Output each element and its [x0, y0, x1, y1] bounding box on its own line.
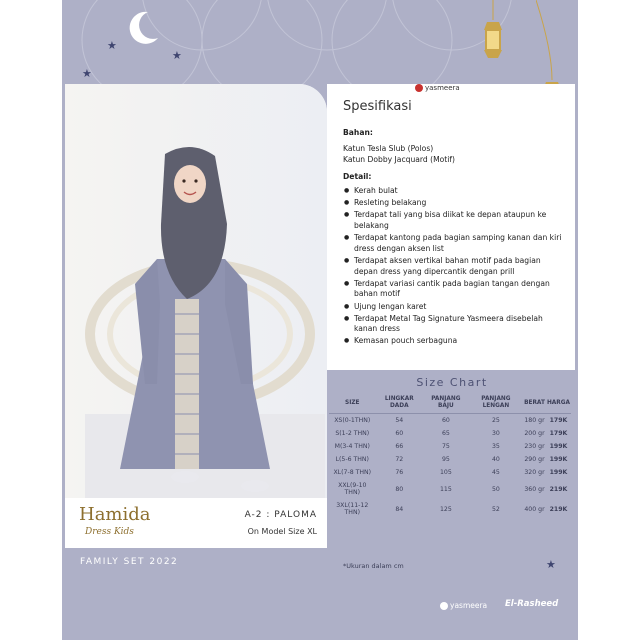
price-cell: 199K — [549, 469, 568, 476]
material-label: Bahan: — [343, 128, 373, 137]
table-cell: 360 gr — [524, 485, 545, 493]
detail-item: ● Kerah bulat — [343, 186, 565, 197]
table-cell: 30 — [491, 430, 500, 437]
brand-name: yasmeera — [425, 84, 460, 92]
table-cell: 290 gr — [524, 456, 545, 463]
material-item: Katun Dobby Jacquard (Motif) — [343, 155, 456, 164]
size-chart-table — [329, 393, 571, 519]
detail-item: ● Terdapat kantong pada bagian samping kanan dan kiri dress dengan aksen list — [343, 233, 565, 254]
price-cell: 219K — [549, 505, 568, 513]
table-cell: 105 — [439, 469, 452, 476]
crescent-moon-icon — [124, 8, 164, 48]
table-cell: 72 — [395, 456, 404, 463]
table-cell: 52 — [491, 505, 500, 513]
price-cell: 179K — [549, 430, 568, 437]
spec-title: Spesifikasi — [343, 99, 412, 114]
table-cell: 35 — [491, 443, 500, 450]
table-cell: 180 gr — [524, 417, 545, 424]
table-row — [329, 479, 571, 499]
table-cell: 84 — [395, 505, 404, 513]
table-cell: 76 — [395, 469, 404, 476]
column-header: SIZE — [329, 393, 376, 414]
brand-logo-icon — [440, 602, 448, 610]
price-cell: 179K — [549, 417, 568, 424]
table-cell: XXL(9-10 THN) — [338, 482, 367, 496]
table-cell: 60 — [395, 430, 404, 437]
table-row — [329, 427, 571, 440]
table-cell: M(3-4 THN) — [334, 443, 370, 450]
table-cell: L(5-6 THN) — [335, 456, 369, 463]
lantern-icon — [478, 0, 508, 64]
model-illustration — [65, 84, 327, 498]
table-cell: 115 — [439, 485, 452, 493]
table-row — [329, 414, 571, 428]
table-cell: S(1-2 THN) — [335, 430, 370, 437]
footer-logo-yasmeera — [440, 601, 487, 610]
table-cell: 320 gr — [524, 469, 545, 476]
material-item: Katun Tesla Slub (Polos) — [343, 144, 434, 153]
table-row — [329, 440, 571, 453]
detail-item: ● Kemasan pouch serbaguna — [343, 336, 565, 347]
table-cell: 60 — [441, 417, 450, 424]
table-cell: 230 gr — [524, 443, 545, 450]
table-cell: 75 — [441, 443, 450, 450]
table-cell: 200 gr — [524, 430, 545, 437]
collection-label: FAMILY SET 2022 — [80, 557, 179, 567]
star-icon: ★ — [172, 49, 182, 62]
product-photo — [65, 84, 327, 498]
table-row — [329, 466, 571, 479]
detail-label: Detail: — [343, 172, 372, 181]
column-header: PANJANG BAJU — [423, 393, 469, 414]
price-cell: 199K — [549, 456, 568, 463]
table-cell: 25 — [491, 417, 500, 424]
footer-logo-elrasheed: El-Rasheed — [505, 599, 559, 609]
detail-item: ● Terdapat tali yang bisa diikat ke depan ataupun ke belakang — [343, 210, 565, 231]
table-cell: 95 — [441, 456, 450, 463]
table-cell: 65 — [441, 430, 450, 437]
detail-list — [343, 186, 565, 349]
size-note: *Ukuran dalam cm — [343, 562, 404, 570]
table-cell: 50 — [491, 485, 500, 493]
detail-item: ● Resleting belakang — [343, 198, 565, 209]
detail-item: ● Ujung lengan karet — [343, 302, 565, 313]
table-cell: 40 — [491, 456, 500, 463]
table-cell: 125 — [439, 505, 452, 513]
column-header: LINGKAR DADA — [376, 393, 424, 414]
table-row — [329, 453, 571, 466]
detail-item: ● Terdapat variasi cantik pada bagian tangan dengan bahan motif — [343, 279, 565, 300]
star-icon: ★ — [546, 558, 556, 571]
table-cell: XS(0-1THN) — [334, 417, 371, 424]
brand-logo-icon — [415, 84, 423, 92]
table-cell: 80 — [395, 485, 404, 493]
product-name: Hamida — [79, 504, 151, 525]
column-header: PANJANG LENGAN — [469, 393, 523, 414]
detail-item: ● Terdapat Metal Tag Signature Yasmeera disebelah kanan dress — [343, 314, 565, 335]
column-header: HARGA — [546, 393, 571, 414]
table-row — [329, 499, 571, 519]
column-header: BERAT — [523, 393, 546, 414]
star-icon: ★ — [107, 39, 117, 52]
table-cell: 66 — [395, 443, 404, 450]
price-cell: 219K — [549, 485, 568, 493]
product-caption — [65, 498, 327, 548]
star-icon: ★ — [82, 67, 92, 80]
product-code: A-2 : PALOMA — [244, 510, 317, 520]
detail-item: ● Terdapat aksen vertikal bahan motif pada bagian depan dress yang dipercantik dengan prill — [343, 256, 565, 277]
footer-logo-text: yasmeera — [450, 601, 488, 610]
size-chart-title: Size Chart — [416, 376, 488, 389]
table-header-row — [329, 393, 571, 414]
table-cell: 3XL(11-12 THN) — [336, 502, 369, 516]
model-size: On Model Size XL — [247, 527, 317, 536]
table-cell: 400 gr — [524, 505, 545, 513]
table-cell: 45 — [491, 469, 500, 476]
brand-logo — [415, 84, 460, 92]
table-cell: XL(7-8 THN) — [333, 469, 372, 476]
price-cell: 199K — [549, 443, 568, 450]
table-cell: 54 — [395, 417, 404, 424]
product-category: Dress Kids — [85, 527, 134, 537]
